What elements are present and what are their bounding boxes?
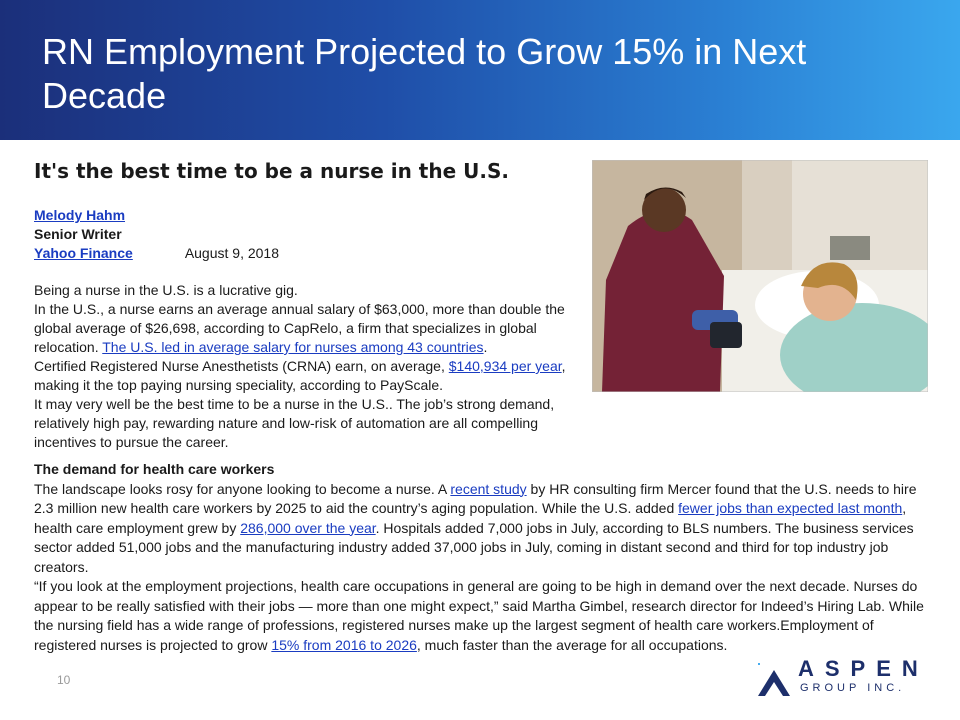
- logo-subtitle: GROUP INC.: [800, 682, 906, 694]
- byline: [34, 206, 584, 263]
- article-column: [34, 150, 584, 452]
- publication-link[interactable]: Yahoo Finance: [34, 245, 133, 261]
- article-headline: It's the best time to be a nurse in the U.S.: [34, 159, 509, 183]
- paragraph: “If you look at the employment projections, health care occupations in general are going to be high in demand over the next decade. Nurses do appear to be really satisfied with their jobs — more than one might expect,” said Martha Gimbel, research director for Indeed’s Hiring Lab. While the nursing field has a wide range of professions, registered nurses make up the largest segment of health care workers.Employment of registered nurses is projected to grow 15% from 2016 to 2026, much faster than the average for all occupations.: [34, 578, 924, 653]
- salary-ranking-link[interactable]: The U.S. led in average salary for nurses among 43 countries: [102, 339, 484, 355]
- paragraph: The landscape looks rosy for anyone looking to become a nurse. A recent study by HR consulting firm Mercer found that the U.S. needs to hire 2.3 million new health care workers by 2025 to aid the country’s aging population. While the U.S. added fewer jobs than expected last month, health care employment grew by 286,000 over the year. Hospitals added 7,000 jobs in July, according to BLS numbers. The business services sector added 51,000 jobs and the manufacturing industry added 37,000 jobs in July, coming in distant second and third for top industry job creators.: [34, 480, 917, 575]
- paragraph: It may very well be the best time to be a nurse in the U.S.. The job’s strong demand, relatively high pay, rewarding nature and low-risk of automation are all compelling incentives to pursue the career.: [34, 396, 555, 450]
- logo-wordmark: ASPEN: [798, 656, 929, 681]
- fewer-jobs-link[interactable]: fewer jobs than expected last month: [678, 500, 903, 516]
- article-date: August 9, 2018: [184, 245, 279, 261]
- paragraph: Being a nurse in the U.S. is a lucrative gig.: [34, 282, 298, 298]
- paragraph: Certified Registered Nurse Anesthetists (CRNA) earn, on average, $140,934 per year, making it the top paying nursing speciality, according to PayScale.: [34, 358, 566, 393]
- aspen-group-logo: [756, 656, 929, 700]
- employment-growth-link[interactable]: 286,000 over the year: [240, 519, 376, 536]
- aspen-mark-icon: [756, 660, 796, 700]
- author-role: Senior Writer: [34, 226, 122, 242]
- article-continued: [34, 460, 929, 655]
- rn-projection-link[interactable]: 15% from 2016 to 2026: [271, 636, 417, 653]
- crna-salary-link[interactable]: $140,934 per year: [448, 358, 562, 374]
- page-number: 10: [57, 673, 71, 687]
- nurse-patient-photo: [592, 160, 928, 392]
- article-intro: [34, 281, 584, 452]
- section-subhead: The demand for health care workers: [34, 461, 275, 477]
- slide-title: RN Employment Projected to Grow 15% in Next Decade: [42, 31, 807, 116]
- title-banner: [0, 0, 960, 140]
- author-link[interactable]: Melody Hahm: [34, 207, 126, 223]
- paragraph: In the U.S., a nurse earns an average annual salary of $63,000, more than double the global average of $26,698, according to CapRelo, a firm that specializes in global relocation. The U.S. led in average salary for nurses among 43 countries.: [34, 301, 565, 355]
- recent-study-link[interactable]: recent study: [450, 480, 527, 497]
